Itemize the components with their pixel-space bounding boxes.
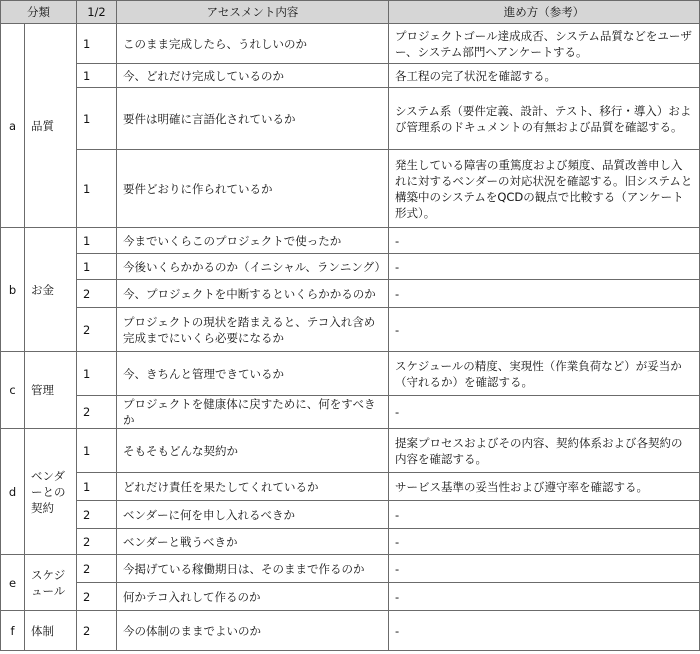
row-half: 2 (77, 501, 117, 529)
row-item: プロジェクトの現状を踏まえると、テコ入れ含め完成までにいくら必要になるか (117, 308, 389, 352)
row-method: スケジュールの精度、実現性（作業負荷など）が妥当か（守れるか）を確認する。 (389, 352, 700, 396)
row-half: 1 (77, 473, 117, 501)
row-method: 各工程の完了状況を確認する。 (389, 64, 700, 88)
row-half: 1 (77, 64, 117, 88)
table-row (1, 228, 700, 254)
row-method: 発生している障害の重篤度および頻度、品質改善申し入れに対するベンダーの対応状況を確認する。旧システムと構築中のシステムをQCDの観点で比較する（アンケート形式）。 (389, 150, 700, 228)
table-row (1, 396, 700, 429)
table-row (1, 64, 700, 88)
row-item: 今の体制のままでよいのか (117, 611, 389, 651)
table-row (1, 24, 700, 64)
row-half: 2 (77, 583, 117, 611)
row-half: 1 (77, 352, 117, 396)
row-method: - (389, 308, 700, 352)
group-name: 管理 (25, 352, 77, 429)
row-item: 今、プロジェクトを中断するといくらかかるのか (117, 280, 389, 308)
row-method: - (389, 228, 700, 254)
table-row (1, 555, 700, 583)
row-half: 1 (77, 150, 117, 228)
row-method: - (389, 254, 700, 280)
group-name: 体制 (25, 611, 77, 651)
table-row (1, 529, 700, 555)
row-half: 1 (77, 88, 117, 150)
group-name: 品質 (25, 24, 77, 228)
row-half: 2 (77, 308, 117, 352)
row-item: プロジェクトを健康体に戻すために、何をすべきか (117, 396, 389, 429)
row-method: - (389, 501, 700, 529)
row-item: 今掲げている稼働期日は、そのままで作るのか (117, 555, 389, 583)
group-letter: e (1, 555, 25, 611)
row-method: - (389, 555, 700, 583)
table-row (1, 254, 700, 280)
row-item: このまま完成したら、うれしいのか (117, 24, 389, 64)
row-item: 何かテコ入れして作るのか (117, 583, 389, 611)
row-method: - (389, 611, 700, 651)
row-item: 要件は明確に言語化されているか (117, 88, 389, 150)
table-row (1, 308, 700, 352)
table-row (1, 280, 700, 308)
row-item: ベンダーと戦うべきか (117, 529, 389, 555)
table-row (1, 429, 700, 473)
row-item: 今、きちんと管理できているか (117, 352, 389, 396)
group-name: ベンダーとの契約 (25, 429, 77, 555)
row-half: 2 (77, 611, 117, 651)
row-item: 今、どれだけ完成しているのか (117, 64, 389, 88)
row-method: 提案プロセスおよびその内容、契約体系および各契約の内容を確認する。 (389, 429, 700, 473)
row-half: 2 (77, 280, 117, 308)
row-item: 今までいくらこのプロジェクトで使ったか (117, 228, 389, 254)
row-method: プロジェクトゴール達成成否、システム品質などをユーザー、システム部門へアンケートする。 (389, 24, 700, 64)
header-method: 進め方（参考） (389, 1, 700, 24)
group-letter: b (1, 228, 25, 352)
row-half: 2 (77, 529, 117, 555)
row-item: そもそもどんな契約か (117, 429, 389, 473)
table-row (1, 150, 700, 228)
row-item: 要件どおりに作られているか (117, 150, 389, 228)
group-letter: f (1, 611, 25, 651)
table-row (1, 473, 700, 501)
row-half: 1 (77, 254, 117, 280)
table-row (1, 352, 700, 396)
row-method: - (389, 280, 700, 308)
header-row (1, 1, 700, 24)
header-half: 1/2 (77, 1, 117, 24)
row-method: - (389, 529, 700, 555)
row-half: 1 (77, 429, 117, 473)
row-half: 2 (77, 555, 117, 583)
row-item: 今後いくらかかるのか（イニシャル、ランニング） (117, 254, 389, 280)
row-half: 2 (77, 396, 117, 429)
row-method: システム系（要件定義、設計、テスト、移行・導入）および管理系のドキュメントの有無および品質を確認する。 (389, 88, 700, 150)
table-row (1, 88, 700, 150)
group-name: お金 (25, 228, 77, 352)
row-half: 1 (77, 228, 117, 254)
table-row (1, 611, 700, 651)
group-letter: a (1, 24, 25, 228)
row-item: ベンダーに何を申し入れるべきか (117, 501, 389, 529)
header-content: アセスメント内容 (117, 1, 389, 24)
row-method: - (389, 583, 700, 611)
group-letter: d (1, 429, 25, 555)
table-row (1, 501, 700, 529)
group-letter: c (1, 352, 25, 429)
group-name: スケジュール (25, 555, 77, 611)
row-method: サービス基準の妥当性および遵守率を確認する。 (389, 473, 700, 501)
table-row (1, 583, 700, 611)
row-method: - (389, 396, 700, 429)
row-half: 1 (77, 24, 117, 64)
header-category: 分類 (1, 1, 77, 24)
row-item: どれだけ責任を果たしてくれているか (117, 473, 389, 501)
